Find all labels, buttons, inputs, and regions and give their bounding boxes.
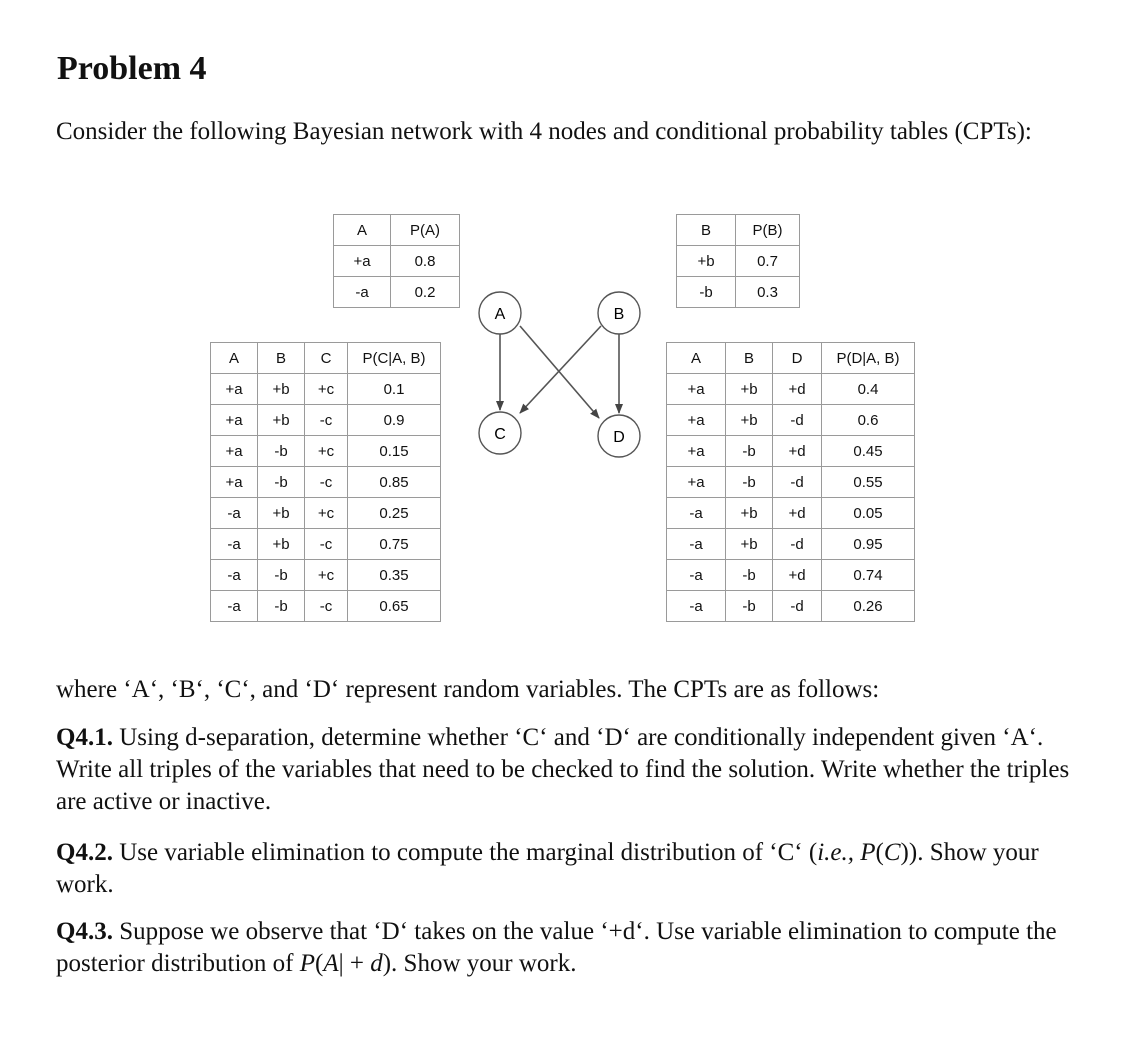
table-cell: +a [334,246,391,277]
node-b [598,292,640,334]
table-cell: +a [211,374,258,405]
math-var-a: A [323,950,339,977]
table-cell: +b [258,529,305,560]
header-cell: P(D|A, B) [822,343,915,374]
table-cell: -b [726,591,773,622]
table-cell: +b [726,405,773,436]
svg-text:C: C [494,426,506,443]
header-cell: P(B) [736,215,800,246]
table-header-row [334,215,460,246]
table-cell: -b [258,467,305,498]
table-row [667,498,915,529]
table-cell: -a [667,498,726,529]
header-cell: P(A) [391,215,460,246]
table-cell: 0.1 [348,374,441,405]
node-c [479,412,521,454]
table-row [667,374,915,405]
table-cell: -a [667,591,726,622]
table-cell: 0.35 [348,560,441,591]
table-cell: -b [258,436,305,467]
header-cell: B [677,215,736,246]
cpt-table-pd [666,342,915,622]
page-title: Problem 4 [57,50,207,87]
table-cell: +d [773,374,822,405]
table-cell: +a [211,467,258,498]
table-cell: -b [726,436,773,467]
table-cell: 0.55 [822,467,915,498]
table-row [667,467,915,498]
table-cell: +d [773,560,822,591]
table-cell: -b [258,560,305,591]
table-cell: +a [667,467,726,498]
math-paren: ( [315,950,324,977]
table-cell: +d [773,436,822,467]
table-cell: 0.4 [822,374,915,405]
cpt-table-pb [676,214,800,308]
table-cell: +c [305,560,348,591]
table-cell: -a [211,498,258,529]
question-label: Q4.2. [56,839,113,866]
table-header-row [677,215,800,246]
table-row [211,560,441,591]
table-cell: +b [726,529,773,560]
table-cell: -b [677,277,736,308]
table-cell: -a [211,591,258,622]
table-cell: -d [773,591,822,622]
header-cell: A [211,343,258,374]
table-row [667,560,915,591]
table-cell: -a [667,529,726,560]
question-text-end: ). Show your work. [382,950,577,977]
table-cell: 0.6 [822,405,915,436]
question-text-end: )). Show your work. [56,839,1039,898]
table-cell: -a [211,560,258,591]
table-row [667,529,915,560]
table-cell: +b [258,498,305,529]
table-header-row [667,343,915,374]
table-cell: +c [305,436,348,467]
question-text: Use variable elimination to compute the marginal distribution of ‘C‘ ( [112,839,818,866]
table-cell: -a [667,560,726,591]
svg-text:B: B [613,306,625,323]
table-cell: -c [305,405,348,436]
table-row [211,591,441,622]
table-cell: +b [677,246,736,277]
table-cell: 0.45 [822,436,915,467]
header-cell: A [334,215,391,246]
question-4-1 [56,722,1086,818]
table-cell: 0.25 [348,498,441,529]
table-cell: +d [773,498,822,529]
table-row [211,467,441,498]
table-cell: 0.8 [391,246,460,277]
math-var-d: d [370,950,383,977]
math-given: | + [338,950,371,977]
table-cell: 0.26 [822,591,915,622]
table-cell: -c [305,529,348,560]
table-cell: +b [258,405,305,436]
table-row [334,246,460,277]
table-cell: +a [667,436,726,467]
table-cell: 0.2 [391,277,460,308]
table-cell: -d [773,467,822,498]
node-d [598,415,640,457]
table-cell: -c [305,467,348,498]
math-ie-p: i.e., P [817,839,876,866]
question-text: Suppose we observe that ‘D‘ takes on the value ‘+d‘. Use variable elimination to compute the posterior distribution of [56,918,1057,977]
header-cell: B [258,343,305,374]
table-cell: 0.3 [736,277,800,308]
table-cell: 0.9 [348,405,441,436]
table-cell: -b [726,560,773,591]
question-4-3 [56,916,1086,980]
math-p: P [299,950,316,977]
header-cell: B [726,343,773,374]
question-4-2 [56,837,1086,901]
table-cell: +a [667,405,726,436]
table-cell: 0.74 [822,560,915,591]
question-label: Q4.1. [56,724,113,751]
table-cell: +c [305,374,348,405]
table-cell: +b [258,374,305,405]
table-cell: 0.7 [736,246,800,277]
svg-text:A: A [494,306,506,323]
table-header-row [211,343,441,374]
table-cell: -d [773,529,822,560]
table-row [211,498,441,529]
bayesian-network-diagram [465,280,665,470]
table-row [677,246,800,277]
table-cell: +a [211,405,258,436]
header-cell: D [773,343,822,374]
table-row [211,374,441,405]
intro-paragraph: Consider the following Bayesian network with 4 nodes and conditional probability tables (CPTs): [56,118,1032,145]
table-cell: -b [258,591,305,622]
table-row [667,591,915,622]
table-cell: 0.95 [822,529,915,560]
table-cell: 0.85 [348,467,441,498]
table-cell: 0.05 [822,498,915,529]
table-row [667,436,915,467]
table-cell: +a [211,436,258,467]
table-cell: -d [773,405,822,436]
table-cell: -c [305,591,348,622]
table-cell: +b [726,498,773,529]
node-a [479,292,521,334]
question-text: Using d-separation, determine whether ‘C‘ and ‘D‘ are conditionally independent given ‘A‘. Write all triples of the variables that need to be checked to find the solution. Write whether the triples are active or inactive. [56,724,1070,815]
table-row [667,405,915,436]
cpt-table-pc [210,342,441,622]
table-cell: -a [334,277,391,308]
math-paren: ( [875,839,884,866]
table-cell: 0.15 [348,436,441,467]
table-cell: +a [667,374,726,405]
cpt-table-pa [333,214,460,308]
table-row [211,436,441,467]
table-cell: -b [726,467,773,498]
math-var-c: C [883,839,901,866]
header-cell: A [667,343,726,374]
header-cell: C [305,343,348,374]
svg-text:D: D [613,429,625,446]
where-paragraph: where ‘A‘, ‘B‘, ‘C‘, and ‘D‘ represent random variables. The CPTs are as follows: [56,676,880,703]
table-cell: 0.65 [348,591,441,622]
header-cell: P(C|A, B) [348,343,441,374]
table-cell: +b [726,374,773,405]
table-cell: 0.75 [348,529,441,560]
table-row [334,277,460,308]
table-cell: -a [211,529,258,560]
table-row [677,277,800,308]
table-cell: +c [305,498,348,529]
table-row [211,405,441,436]
question-label: Q4.3. [56,918,113,945]
table-row [211,529,441,560]
